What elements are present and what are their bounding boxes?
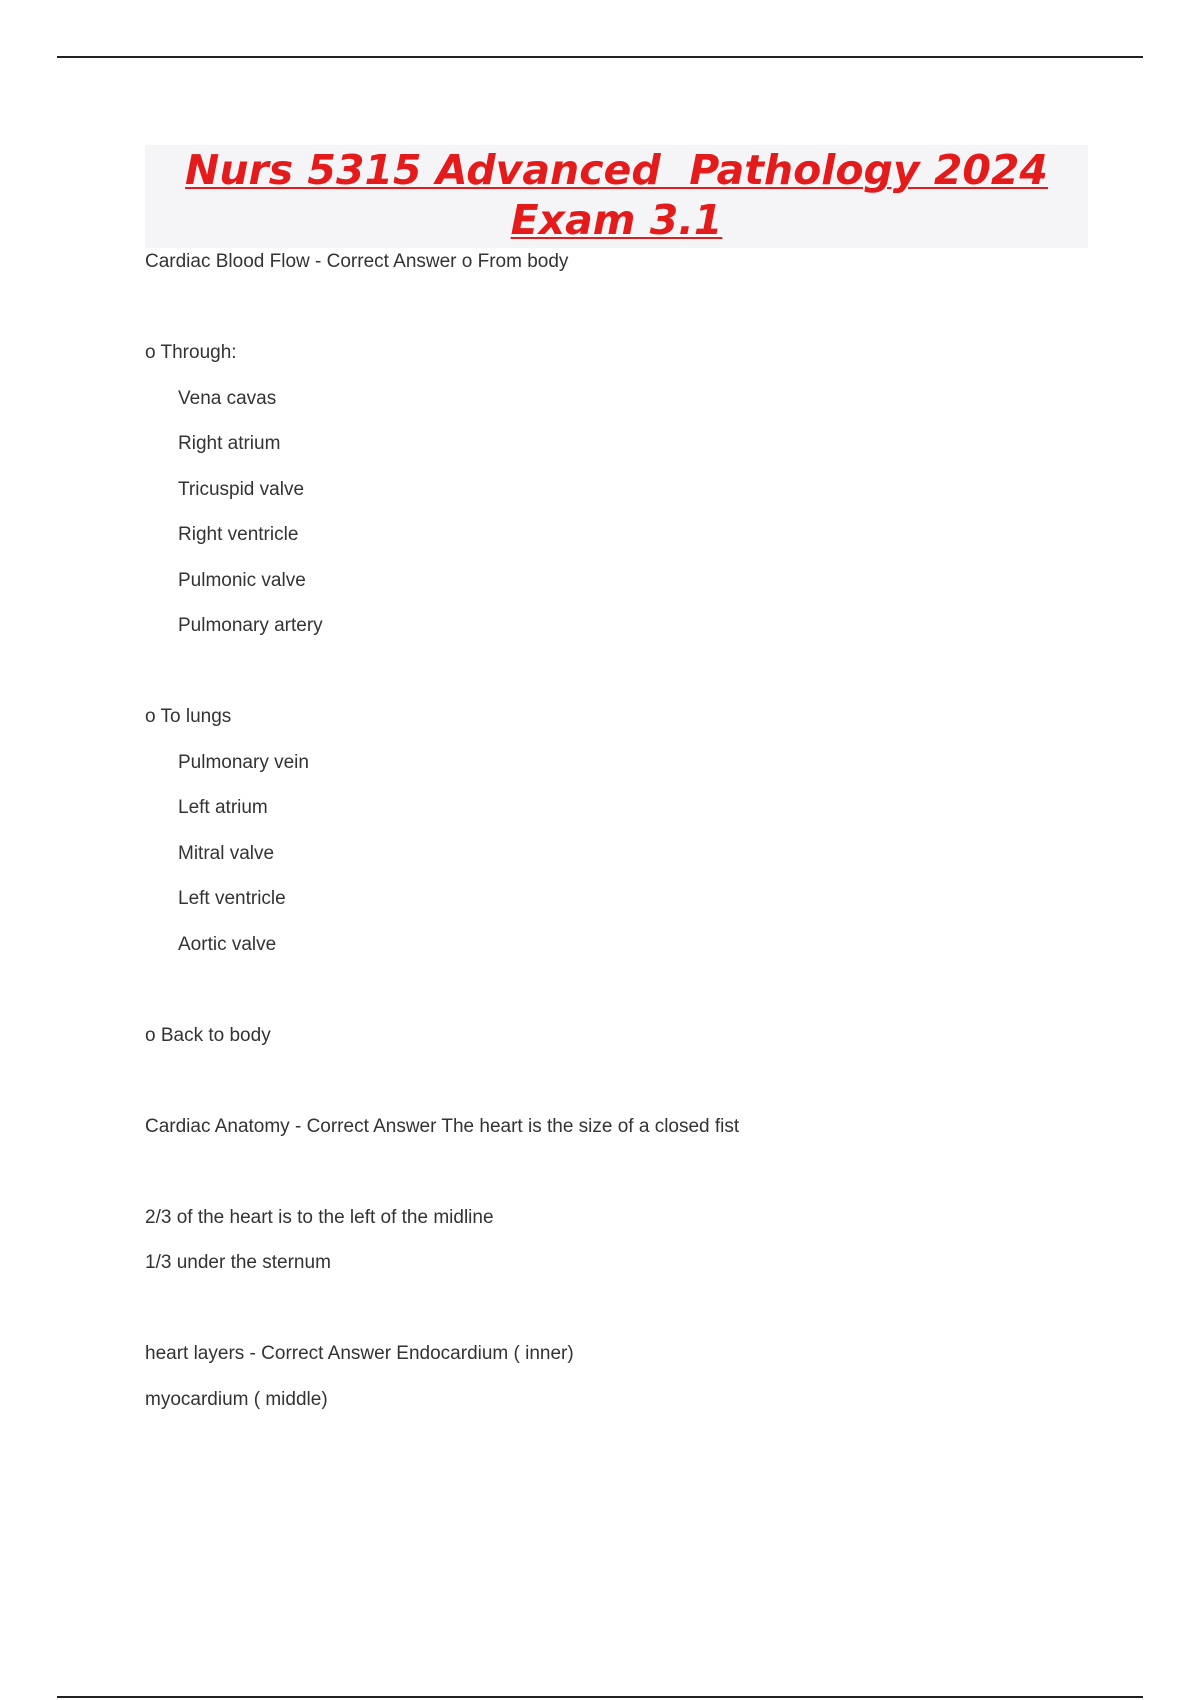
list-item: Tricuspid valve — [178, 479, 305, 500]
list-item: Left atrium — [178, 797, 268, 818]
top-rule — [57, 56, 1143, 58]
lungs-label: o To lungs — [145, 706, 232, 727]
list-item: Pulmonary artery — [178, 615, 323, 636]
list-item: Aortic valve — [178, 934, 277, 955]
anatomy-line: 1/3 under the sternum — [145, 1252, 331, 1273]
title-line-1: Nurs 5315 Advanced Pathology 2024 — [185, 146, 1048, 194]
layers-question: heart layers - Correct Answer Endocardium ( inner) — [145, 1343, 574, 1364]
anatomy-line: 2/3 of the heart is to the left of the midline — [145, 1207, 494, 1228]
anatomy-question: Cardiac Anatomy - Correct Answer The heart is the size of a closed fist — [145, 1116, 740, 1137]
list-item: Pulmonary vein — [178, 752, 309, 773]
back-to-body-label: o Back to body — [145, 1025, 271, 1046]
list-item: Pulmonic valve — [178, 570, 306, 591]
bottom-rule — [57, 1696, 1143, 1698]
layers-line: myocardium ( middle) — [145, 1389, 328, 1410]
title-line-2: Exam 3.1 — [510, 196, 723, 244]
through-label: o Through: — [145, 342, 237, 363]
list-item: Left ventricle — [178, 888, 286, 909]
list-item: Mitral valve — [178, 843, 275, 864]
document-title — [145, 145, 1088, 248]
list-item: Right ventricle — [178, 524, 299, 545]
list-item: Right atrium — [178, 433, 281, 454]
blood-flow-question: Cardiac Blood Flow - Correct Answer o From body — [145, 251, 569, 272]
list-item: Vena cavas — [178, 388, 277, 409]
